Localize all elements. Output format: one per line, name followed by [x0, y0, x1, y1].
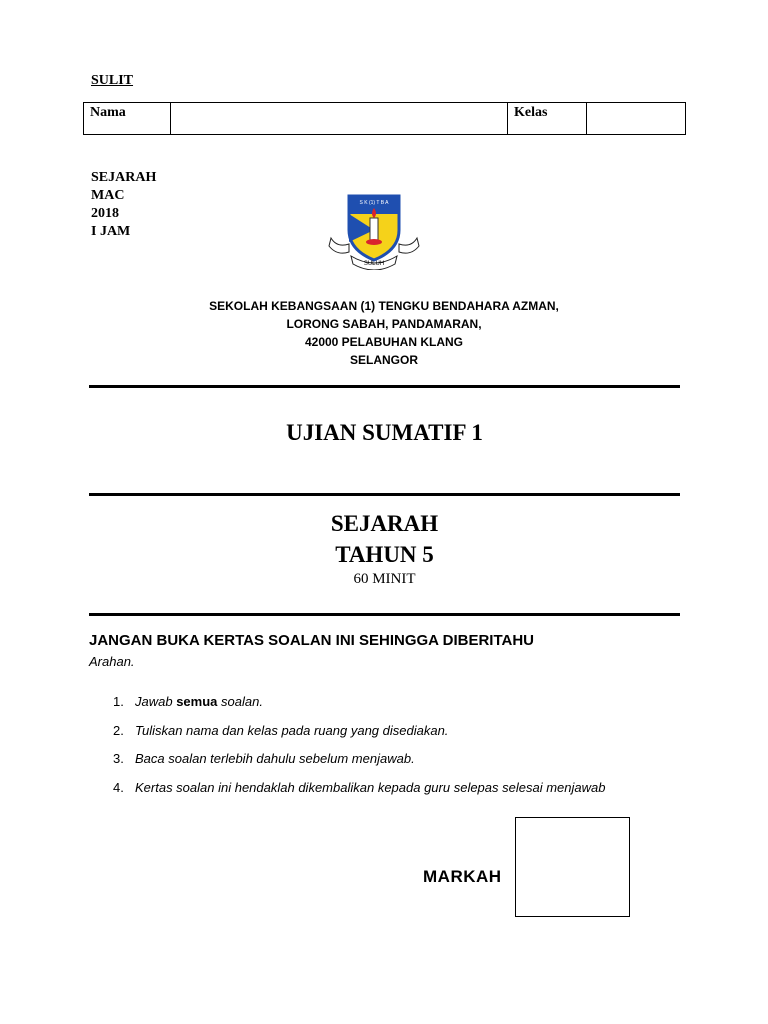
instruction-text-end: soalan.: [217, 694, 263, 709]
marks-label: MARKAH: [423, 867, 502, 886]
divider-2: [89, 493, 680, 496]
paper-meta: [91, 169, 156, 241]
classification-label: SULIT: [91, 73, 134, 88]
school-line-3: 42000 PELABUHAN KLANG: [304, 335, 464, 349]
marks-box[interactable]: [515, 817, 630, 917]
instruction-text: Baca soalan terlebih dahulu sebelum menjawab.: [135, 751, 415, 767]
meta-duration: I JAM: [91, 224, 131, 239]
instruction-text: Tuliskan nama dan kelas pada ruang yang disediakan.: [135, 722, 449, 738]
exam-year-level: TAHUN 5: [335, 542, 434, 567]
instruction-text: Kertas soalan ini hendaklah dikembalikan kepada guru selepas selesai menjawab: [135, 779, 606, 795]
name-field[interactable]: [171, 103, 508, 135]
warning-text: JANGAN BUKA KERTAS SOALAN INI SEHINGGA DIBERITAHU: [89, 632, 535, 649]
school-line-2: LORONG SABAH, PANDAMARAN,: [286, 317, 482, 331]
school-address: [150, 297, 618, 369]
school-crest-logo: [327, 190, 421, 270]
instructions-list: [113, 694, 605, 808]
exam-title: UJIAN SUMATIF 1: [286, 420, 483, 445]
exam-time: 60 MINIT: [353, 571, 416, 587]
crest-motto: SULUH: [363, 261, 385, 267]
instruction-emphasis: semua: [176, 694, 218, 709]
instruction-number: 3.: [113, 751, 124, 767]
exam-subject-block: [89, 508, 680, 570]
school-line-4: SELANGOR: [349, 353, 418, 367]
instruction-text: Jawab: [135, 694, 177, 709]
exam-subject: SEJARAH: [330, 511, 439, 536]
student-id-table: [83, 102, 686, 135]
class-label: Kelas: [508, 103, 587, 135]
instruction-number: 1.: [113, 694, 124, 709]
meta-subject: SEJARAH: [91, 170, 157, 185]
class-field[interactable]: [587, 103, 686, 135]
meta-month: MAC: [91, 188, 125, 203]
name-label: Nama: [84, 103, 171, 135]
instruction-item: [113, 751, 605, 780]
instruction-number: 2.: [113, 722, 124, 738]
crest-top-text: S K (1) T B A: [359, 200, 389, 206]
instruction-number: 4.: [113, 779, 124, 795]
instruction-item: [113, 780, 605, 809]
meta-year: 2018: [91, 206, 119, 221]
school-line-1: SEKOLAH KEBANGSAAN (1) TENGKU BENDAHARA AZMAN,: [209, 299, 559, 313]
divider-3: [89, 613, 680, 616]
divider-1: [89, 385, 680, 388]
instruction-item: [113, 694, 605, 723]
instruction-item: [113, 723, 605, 752]
instructions-heading: Arahan.: [89, 654, 135, 669]
